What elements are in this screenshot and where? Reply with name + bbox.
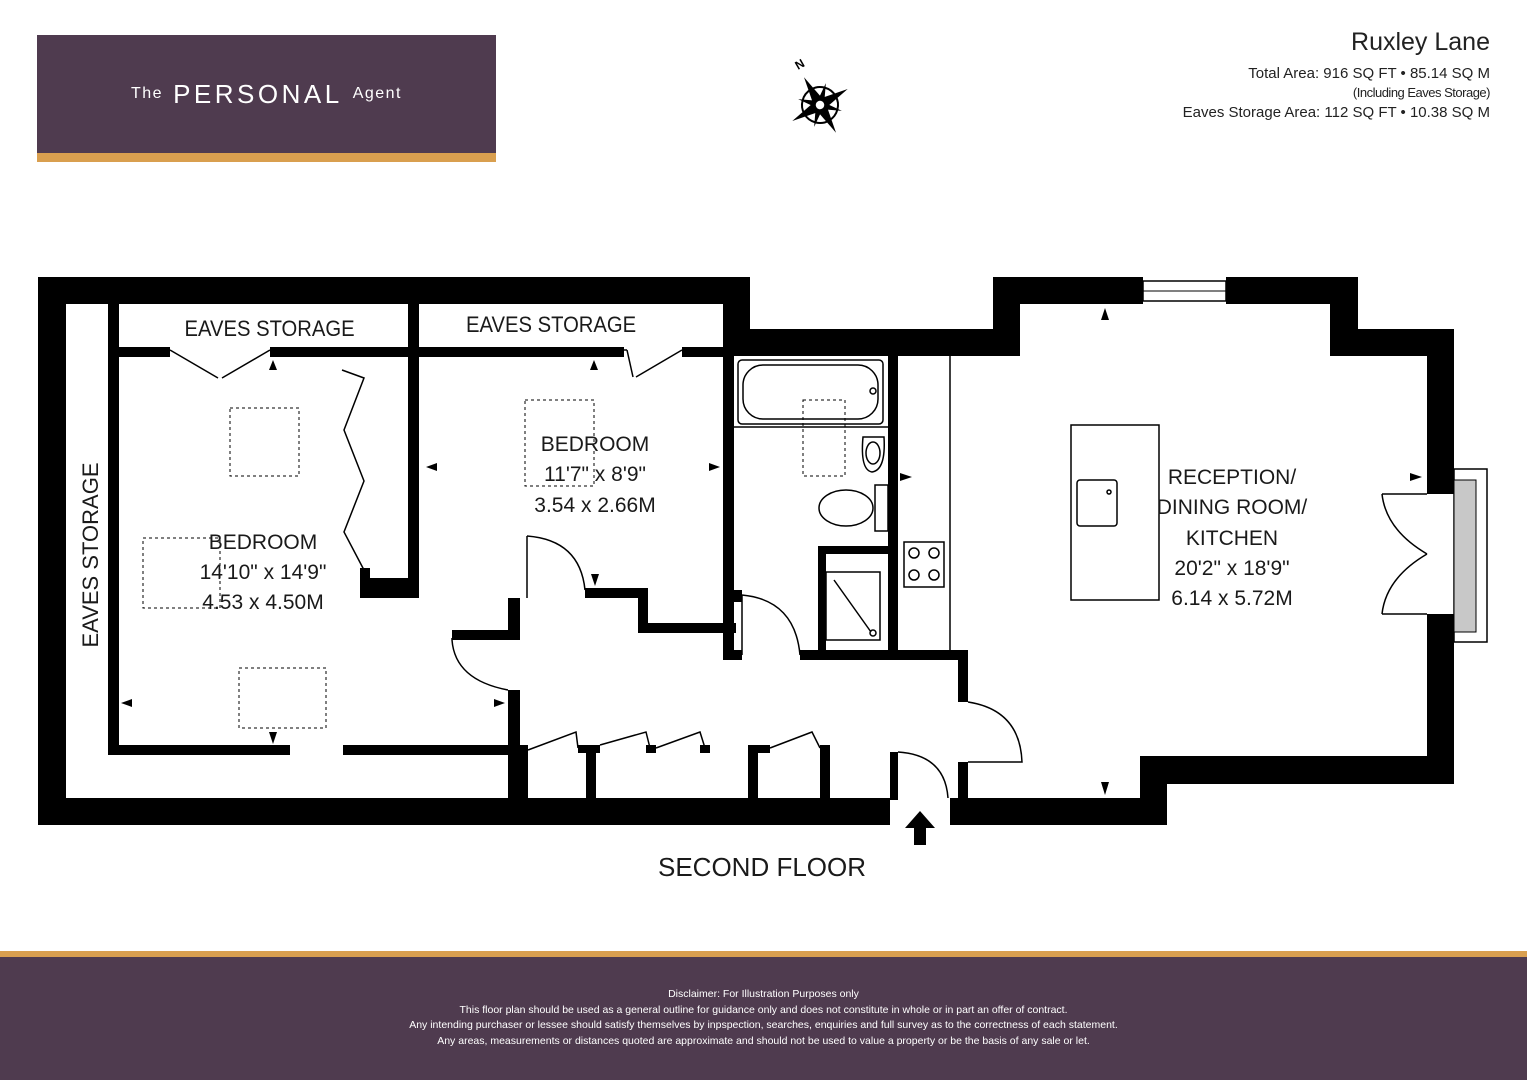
label-eaves-top-mid: EAVES STORAGE bbox=[466, 313, 637, 338]
property-title: Ruxley Lane bbox=[1351, 28, 1490, 56]
label-eaves-left: EAVES STORAGE bbox=[78, 462, 103, 648]
reception-line2: DINING ROOM/ bbox=[1156, 496, 1308, 519]
french-doors bbox=[1382, 494, 1427, 614]
bedroom2-dim-imperial: 11'7" x 8'9" bbox=[544, 463, 646, 486]
disclaimer-line: Any areas, measurements or distances quoted are approximate and should not be used to value a property or be the basis of any sale or let. bbox=[437, 1034, 1090, 1047]
compass-north-label: N bbox=[792, 56, 808, 73]
reception-dim-imperial: 20'2" x 18'9" bbox=[1174, 557, 1290, 580]
floor-label: SECOND FLOOR bbox=[657, 852, 867, 882]
disclaimer-line: Disclaimer: For Illustration Purposes only bbox=[668, 988, 859, 1000]
brand-prefix: The bbox=[131, 85, 164, 102]
reception-line3: KITCHEN bbox=[1185, 527, 1279, 550]
brand-name: PERSONAL bbox=[173, 78, 343, 109]
bedroom2-dim-metric: 3.54 x 2.66M bbox=[534, 494, 656, 517]
bedroom1-dim-metric: 4.53 x 4.50M bbox=[202, 591, 324, 614]
total-area-note: (Including Eaves Storage) bbox=[1352, 85, 1490, 100]
kitchen-fixtures bbox=[904, 356, 1159, 650]
eaves-area: Eaves Storage Area: 112 SQ FT • 10.38 SQ M bbox=[1182, 104, 1490, 121]
compass-icon bbox=[776, 61, 863, 148]
bedroom1-dim-imperial: 14'10" x 14'9" bbox=[199, 561, 327, 584]
entrance-arrow-icon bbox=[905, 811, 935, 845]
reception-line1: RECEPTION/ bbox=[1167, 466, 1297, 489]
brand-suffix: Agent bbox=[352, 85, 402, 102]
bedroom1-name: BEDROOM bbox=[208, 531, 318, 554]
total-area: Total Area: 916 SQ FT • 85.14 SQ M bbox=[1248, 65, 1490, 82]
disclaimer-line: Any intending purchaser or lessee should satisfy themselves by inpspection, searches, enquiries and full survey as to the correctness of each statement. bbox=[409, 1019, 1118, 1031]
disclaimer-line: This floor plan should be used as a general outline for guidance only and does not constitute in whole or in part an offer of contract. bbox=[459, 1003, 1068, 1016]
disclaimer-footer bbox=[0, 957, 1527, 1080]
bedroom2-name: BEDROOM bbox=[540, 433, 650, 456]
reception-dim-metric: 6.14 x 5.72M bbox=[1171, 587, 1293, 610]
label-eaves-top-left: EAVES STORAGE bbox=[184, 317, 355, 342]
